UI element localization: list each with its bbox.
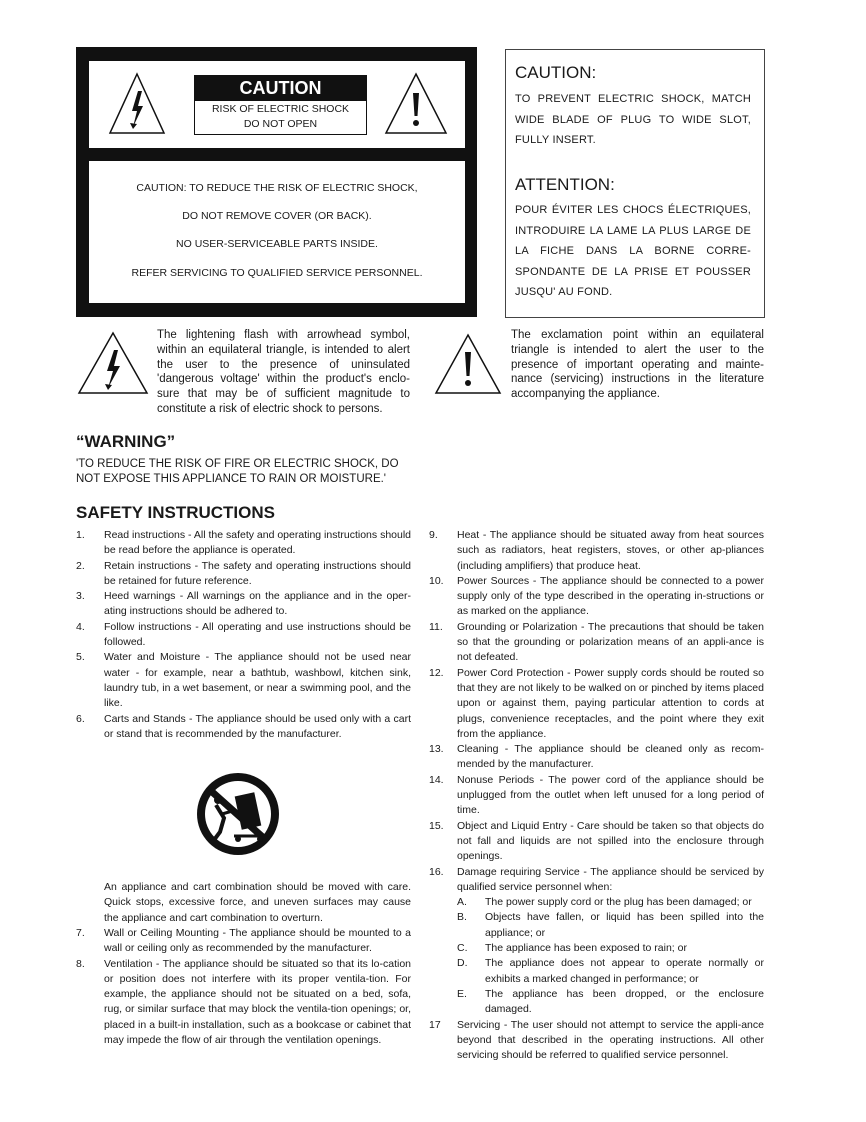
list-item: 6. Carts and Stands - The appliance should be used only with a cart or stand that is recommended by the manufacturer. [76,712,411,740]
cart-tip-over-icon [194,770,282,858]
list-item: 4. Follow instructions - All operating and use instructions should be followed. [76,620,411,649]
caution-subtitle [194,101,367,135]
list-item: 3. Heed warnings - All warnings on the appliance and in the oper-ating instructions should be adhered to. [76,590,411,618]
caution-title: CAUTION [194,75,367,101]
attention-title: ATTENTION: [515,175,615,194]
lightning-symbol-text: The lightening flash with arrowhead symbol, within an equilateral triangle, is intended to alert the user to the presence of uninsulated 'dangerous voltage' within the product's enclo-sure that may be of sufficient magnitude to constitute a risk of electric shock to persons. [157,329,410,415]
list-item: 14. Nonuse Periods - The power cord of the appliance should be unplugged from the outlet when left unused for a long period of time. [429,773,764,817]
sub-item: A. The power supply cord or the plug has been damaged; or [457,896,752,909]
caution-line-3: NO USER-SERVICEABLE PARTS INSIDE. [176,238,378,250]
list-item: 13. Cleaning - The appliance should be cleaned only as recom-mended by the manufacturer. [429,743,764,771]
list-item: 1. Read instructions - All the safety and operating instructions should be read before the appliance is operated. [76,529,412,557]
exclamation-symbol-icon [433,332,503,396]
attention-text: POUR ÉVITER LES CHOCS ÉLECTRIQUES, INTRODUIRE LA LAME LA PLUS LARGE DE LA FICHE DANS LA BORNE CORRE-SPONDANTE DE LA PRISE ET POUSSER JUSQU' AU FOND. [515,204,751,298]
lightning-symbol-icon [76,330,150,396]
warning-title: “WARNING” [76,432,176,451]
caution-line-1: CAUTION: TO REDUCE THE RISK OF ELECTRIC SHOCK, [136,182,418,194]
list-item: 11. Grounding or Polarization - The precautions that should be taken so that the grounding or polarization means of an appli-ance is not defeated. [429,620,764,664]
warning-text: 'TO REDUCE THE RISK OF FIRE OR ELECTRIC SHOCK, DO NOT EXPOSE THIS APPLIANCE TO RAIN OR MOISTURE.' [76,458,399,485]
caution-line-2: DO NOT REMOVE COVER (OR BACK). [182,210,372,222]
list-item: 2. Retain instructions - The safety and operating instructions should be retained for future reference. [76,559,412,587]
exclamation-warning-icon [383,71,449,137]
sub-item: C. The appliance has been exposed to rain; or [457,942,687,955]
plug-caution-text: TO PREVENT ELECTRIC SHOCK, MATCH WIDE BLADE OF PLUG TO WIDE SLOT, FULLY INSERT. [515,93,751,146]
list-item: 5. Water and Moisture - The appliance should not be used near water - for example, near a bathtub, washbowl, kitchen sink, laundry tub, in a wet basement, or near a swimming pool, and the like. [76,651,411,710]
list-item: 8. Ventilation - The appliance should be situated so that its lo-cation or position does not interfere with its proper ventila-tion. For example, the appliance should not be situated on a bed, sofa, rug, or similar surface that may block the ventila-tion openings; or, placed in a built-in installation, such as a bookcase or cabinet that may impede the flow of air through the ventilation openings. [76,957,411,1047]
plug-caution-title: CAUTION: [515,63,597,82]
list-item: 9. Heat - The appliance should be situated away from heat sources such as radiators, heat registers, stoves, or other ap-pliances (including amplifiers) that produce heat. [429,529,764,572]
list-item: 7. Wall or Ceiling Mounting - The appliance should be mounted to a wall or ceiling only as recommended by the manufacturer. [76,927,411,955]
list-item: 12. Power Cord Protection - Power supply cords should be routed so that they are not likely to be walked on or pinched by items placed upon or against them, paying particular attention to cords at plugs, convenience receptacles, and the point where they exit from the appliance. [429,666,764,740]
sub-item: B. Objects have fallen, or liquid has been spilled into the appliance; or [457,911,764,939]
lightning-warning-icon [107,71,167,137]
caution-sub-line-1: RISK OF ELECTRIC SHOCK [211,103,350,115]
sub-item: E. The appliance has been dropped, or the enclosure damaged. [457,987,764,1016]
list-item: 15. Object and Liquid Entry - Care should be taken so that objects do not fall and liquids are not spilled into the enclosure through openings. [429,819,764,863]
safety-title: SAFETY INSTRUCTIONS [76,503,275,522]
caution-sub-line-2: DO NOT OPEN [243,118,318,130]
safety-list-right [429,528,764,1063]
caution-line-4: REFER SERVICING TO QUALIFIED SERVICE PERSONNEL. [131,267,423,279]
cart-note: An appliance and cart combination should be moved with care. Quick stops, excessive force, and uneven surfaces may cause the appliance and cart combination to overturn. [104,881,411,924]
list-item: 17 Servicing - The user should not attempt to service the appli-ance beyond that described in the operating instructions. All other servicing should be referred to qualified service personnel. [429,1018,764,1062]
list-item: 10. Power Sources - The appliance should be connected to a power supply only of the type described in the operating in-structions or as marked on the appliance. [429,574,764,618]
safety-list-left [76,528,411,742]
exclamation-symbol-text: The exclamation point within an equilateral triangle is intended to alert the user to the presence of important operating and mainte-nance (servicing) instructions in the literature accompanying the appliance. [511,329,764,401]
list-item: 16. Damage requiring Service - The appliance should be serviced by qualified service personnel when: A. The power supply cord or the plug has been damaged; or B. Objects have fallen, or liquid has been spilled into the appliance; or C. The appliance has been exposed to rain; or D. The appliance does not appear to operate normally or exhibits a marked changed in performance; or E. The appliance has been dropped, or the enclosure damaged. [429,865,764,1018]
sub-item: D. The appliance does not appear to operate normally or exhibits a marked changed in performance; or [457,957,764,985]
safety-list-left-2 [76,926,411,1048]
